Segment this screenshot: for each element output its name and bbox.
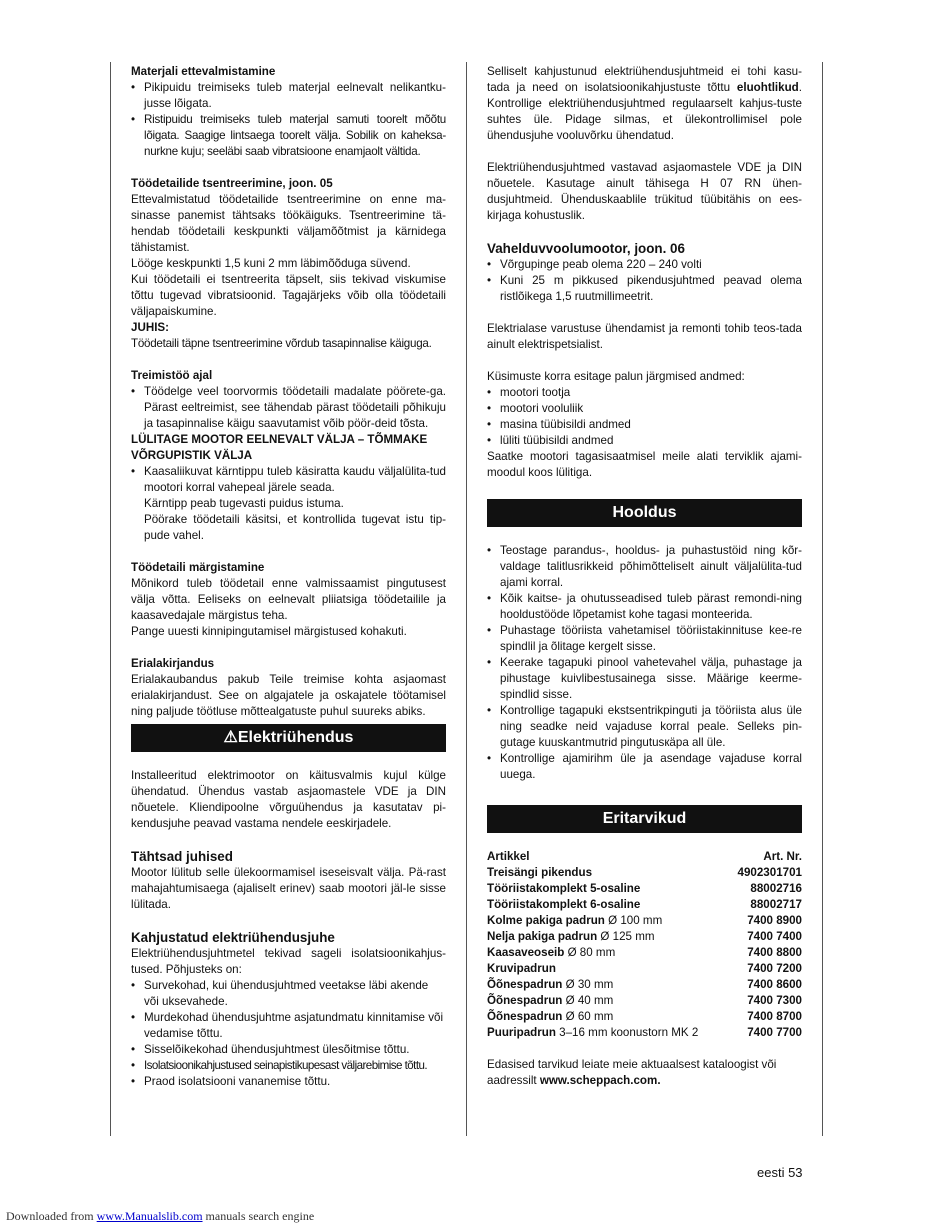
warning-icon: ⚠ <box>223 729 238 746</box>
paragraph: Selliselt kahjustunud elektriühendusjuhtmeid ei tohi kasu-tada ja need on isolatsioonikahjustuste tõttu eluohtlikud. Kontrollige elektriühendusjuhtmed regulaarselt kahjus-tuste suhtes üle. Pidage silmas, et ülekontrollimisel pole ühendusjuhe vooluvõrku ühendatud. <box>487 65 802 142</box>
list-item: • Võrgupinge peab olema 220 – 240 volti <box>487 257 802 273</box>
table-row <box>487 945 802 961</box>
accessory-name: Kaasaveoseib Ø 80 mm <box>487 946 616 959</box>
accessory-name: Õõnespadrun Ø 40 mm <box>487 994 614 1007</box>
paragraph: Küsimuste korra esitage palun järgmised andmed: <box>487 370 745 383</box>
list-item: • Keerake tagapuki pinool vahetevahel välja, puhastage ja pihustage kuivlibestusainega sisse. Määrige keerme-spindlid sisse. <box>487 655 802 703</box>
column-rule-right <box>822 62 823 1136</box>
turning-list <box>131 384 446 432</box>
list-item: • Ristipuidu treimiseks tuleb materjal samuti toorelt mõõtu lõigata. Saagige lintsaega toorelt välja. Sobilik on kaheksa-nurkne kuju; seeläbi saab vibratsioone enamjaolt vältida. <box>131 112 446 160</box>
section-heading: Erialakirjandus <box>131 657 215 670</box>
catalog-note: Edasised tarvikud leiate meie aktuaalsest kataloogist või aadressilt www.scheppach.com. <box>487 1058 777 1087</box>
paragraph: Erialakaubandus pakub Teile treimise kohta asjaomast erialakirjandust. See on algajatele ja oskajatele töötamisel ning paljude töötluse mõttealgatuste puhul suureks abiks. <box>131 673 446 718</box>
section-heading: Vahelduvvoolumootor, joon. 06 <box>487 241 685 256</box>
column-rule-left <box>110 62 111 1136</box>
paragraph: Elektrialase varustuse ühendamist ja remonti tohib teos-tada ainult elektrispetsialist. <box>487 322 802 351</box>
accessory-number: 7400 7300 <box>747 994 802 1007</box>
warning-text: LÜLITAGE MOOTOR EELNEVALT VÄLJA – TÕMMAKE VÕRGUPISTIK VÄLJA <box>131 433 428 462</box>
list-item: • Puhastage tööriista vahetamisel tööriistakinnituse kee-re spindlil ja õlitage kergelt sisse. <box>487 623 802 655</box>
paragraph: Kui töödetaili ei tsentreerita täpselt, siis tekivad viskumise tõttu tugevad vibratsioonid. Tagajärjeks võib olla töödetaili väljapaiskumine. <box>131 273 446 318</box>
table-row <box>487 913 802 929</box>
accessory-number: 7400 8700 <box>747 1010 802 1023</box>
right-column <box>487 64 802 1089</box>
accessory-name: Kolme pakiga padrun Ø 100 mm <box>487 914 663 927</box>
list-item: • Survekohad, kui ühendusjuhtmed veetakse läbi akende või uksevahede. <box>131 978 446 1010</box>
list-item: • masina tüübisildi andmed <box>487 417 802 433</box>
paragraph: Pange uuesti kinnipingutamisel märgistused kohakuti. <box>131 625 407 638</box>
list-item: • mootori tootja <box>487 385 802 401</box>
table-row <box>487 961 802 977</box>
table-row <box>487 881 802 897</box>
paragraph: Mõnikord tuleb töödetail enne valmissaamist pingutusest välja võtta. Eeliseks on eelnevalt pliiatsiga töödetailile ja kaasavedajale märgistus teha. <box>131 577 446 622</box>
accessory-name: Tööriistakomplekt 6-osaline <box>487 898 641 911</box>
table-row <box>487 977 802 993</box>
ac-motor-list <box>487 257 802 305</box>
list-item: • Kontrollige ajamirihm üle ja asendage vajaduse korral uuega. <box>487 751 802 783</box>
damage-causes-list <box>131 978 446 1090</box>
accessory-name: Tööriistakomplekt 5-osaline <box>487 882 641 895</box>
table-row <box>487 1009 802 1025</box>
left-column <box>131 64 446 1090</box>
accessory-number: 7400 8600 <box>747 978 802 991</box>
accessory-number: 7400 7200 <box>747 962 802 975</box>
paragraph: Elektriühendusjuhtmetel tekivad sageli isolatsioonikahjus-tused. Põhjusteks on: <box>131 947 446 976</box>
maintenance-list <box>487 543 802 783</box>
accessory-name: Nelja pakiga padrun Ø 125 mm <box>487 930 655 943</box>
list-item: • Kontrollige tagapuki ekstsentrikpinguti ja tööriista alus üle ning seadke neid vajaduse korral peale. Selleks pin-gutage kuuskantmutrid pingutusкäpa all üle. <box>487 703 802 751</box>
note-text: Töödetaili täpne tsentreerimine võrdub tasapinnalise käiguga. <box>131 337 432 350</box>
table-row <box>487 1025 802 1041</box>
table-row <box>487 897 802 913</box>
list-item: • Pikipuidu treimiseks tuleb materjal eelnevalt nelikantku-jusse lõigata. <box>131 80 446 112</box>
table-row <box>487 865 802 881</box>
accessory-name: Kruvipadrun <box>487 962 556 975</box>
accessory-number: 4902301701 <box>737 866 802 879</box>
accessory-name: Õõnespadrun Ø 60 mm <box>487 1010 614 1023</box>
list-item: • Sisselõikekohad ühendusjuhtmest ülesõitmise tõttu. <box>131 1042 446 1058</box>
list-item: • lüliti tüübisildi andmed <box>487 433 802 449</box>
table-row <box>487 929 802 945</box>
prep-list <box>131 80 446 160</box>
section-heading: Töödetailide tsentreerimine, joon. 05 <box>131 177 333 190</box>
bar-title: Elektriühendus <box>237 729 354 746</box>
turning-list-2 <box>131 464 446 544</box>
accessory-number: 88002716 <box>750 882 802 895</box>
column-header-number: Art. Nr. <box>763 850 802 863</box>
list-item: • Kaasaliikuvat kärntippu tuleb käsiratta kaudu väljalülita-tud mootori korral vahepeal järele seada. <box>131 464 446 496</box>
column-header-article: Artikkel <box>487 850 530 863</box>
section-heading: Treimistöö ajal <box>131 369 213 382</box>
list-item: Pöörake töödetaili käsitsi, et kontrollida tugevat istu tip-pude vahel. <box>144 513 446 542</box>
manualslib-link[interactable]: www.Manualslib.com <box>96 1209 203 1223</box>
accessory-number: 88002717 <box>750 898 802 911</box>
catalog-url: www.scheppach.com. <box>539 1074 661 1087</box>
page-number: eesti 53 <box>757 1165 803 1180</box>
list-item: • Isolatsioonikahjustused seinapistikupesast väljarebimise tõttu. <box>131 1058 446 1074</box>
accessory-number: 7400 7700 <box>747 1026 802 1039</box>
list-item: • mootori vooluliik <box>487 401 802 417</box>
accessory-number: 7400 7400 <box>747 930 802 943</box>
accessories-table <box>487 849 802 1041</box>
electric-section-bar <box>131 724 446 752</box>
list-item: • Murdekohad ühendusjuhtme asjatundmatu kinnitamise või vedamise tõttu. <box>131 1010 446 1042</box>
download-footer: Downloaded from www.Manualslib.com manuals search engine <box>6 1209 315 1223</box>
section-heading: Tähtsad juhised <box>131 849 233 864</box>
paragraph: Lööge keskpunkti 1,5 kuni 2 mm läbimõõduga süvend. <box>131 257 411 270</box>
paragraph: Saatke mootori tagasisaatmisel meile alati terviklik ajami-moodul koos lülitiga. <box>487 450 802 479</box>
list-item: • Teostage parandus-, hooldus- ja puhastustöid ning kõr-valdage talitlusrikkeid põhimõtteliselt ainult väljalülita-tud ajami korral. <box>487 543 802 591</box>
section-heading: Materjali ettevalmistamine <box>131 65 276 78</box>
accessory-number: 7400 8900 <box>747 914 802 927</box>
section-heading: Töödetaili märgistamine <box>131 561 265 574</box>
table-header-row <box>487 849 802 865</box>
note-label: JUHIS: <box>131 321 170 334</box>
questions-list <box>487 385 802 449</box>
paragraph: Ettevalmistatud töödetailide tsentreerimine on enne ma-sinasse panemist tähtsaks töökäiguks. Tsentreerimine tä-hendab töödetaili keskpunkti väljamõõtmist ja kärnidega tähistamist. <box>131 193 446 254</box>
list-item: • Töödelge veel toorvormis töödetaili madalate pöörete-ga. Pärast eeltreimist, see tähendab pärast töödetaili põhikuju ja tasapinnalise käigu saavutamist võib pöör-deid tõsta. <box>131 384 446 432</box>
list-item: • Kuni 25 m pikkused pikendusjuhtmed peavad olema ristlõikega 1,5 ruutmillimeetrit. <box>487 273 802 305</box>
section-heading: Kahjustatud elektriühendusjuhe <box>131 930 335 945</box>
accessory-name: Treisängi pikendus <box>487 866 593 879</box>
column-rule-middle <box>466 62 467 1136</box>
paragraph: Mootor lülitub selle ülekoormamisel iseseisvalt välja. Pä-rast mahajahtumisaega (ajaliselt erinev) saab mootori jäl-le sisse lülitada. <box>131 866 446 911</box>
paragraph: Elektriühendusjuhtmed vastavad asjaomastele VDE ja DIN nõuetele. Kasutage ainult tähisega H 07 RN ühen-dusjuhtmeid. Ühenduskaablile trükitud tüübitähis on ees-kirjaga kohustuslik. <box>487 161 802 222</box>
accessory-name: Õõnespadrun Ø 30 mm <box>487 978 614 991</box>
list-item: • Kõik kaitse- ja ohutusseadised tuleb pärast remondi-ning hooldustööde lõpetamist kohe tagasi monteerida. <box>487 591 802 623</box>
list-item: Kärntipp peab tugevasti puidus istuma. <box>144 497 344 510</box>
paragraph: Installeeritud elektrimootor on käitusvalmis kujul külge ühendatud. Ühendus vastab asjaomastele VDE ja DIN nõuetele. Kliendipoolne võrguühendus ja kasutatav pi-kendusjuhe peavad vastama nendele eeskirjadele. <box>131 769 446 830</box>
accessory-name: Puuripadrun 3–16 mm koonustorn MK 2 <box>487 1026 699 1039</box>
table-row <box>487 993 802 1009</box>
maintenance-section-bar: Hooldus <box>487 499 802 527</box>
accessory-number: 7400 8800 <box>747 946 802 959</box>
accessories-section-bar: Eritarvikud <box>487 805 802 833</box>
list-item: • Praod isolatsiooni vananemise tõttu. <box>131 1074 446 1090</box>
